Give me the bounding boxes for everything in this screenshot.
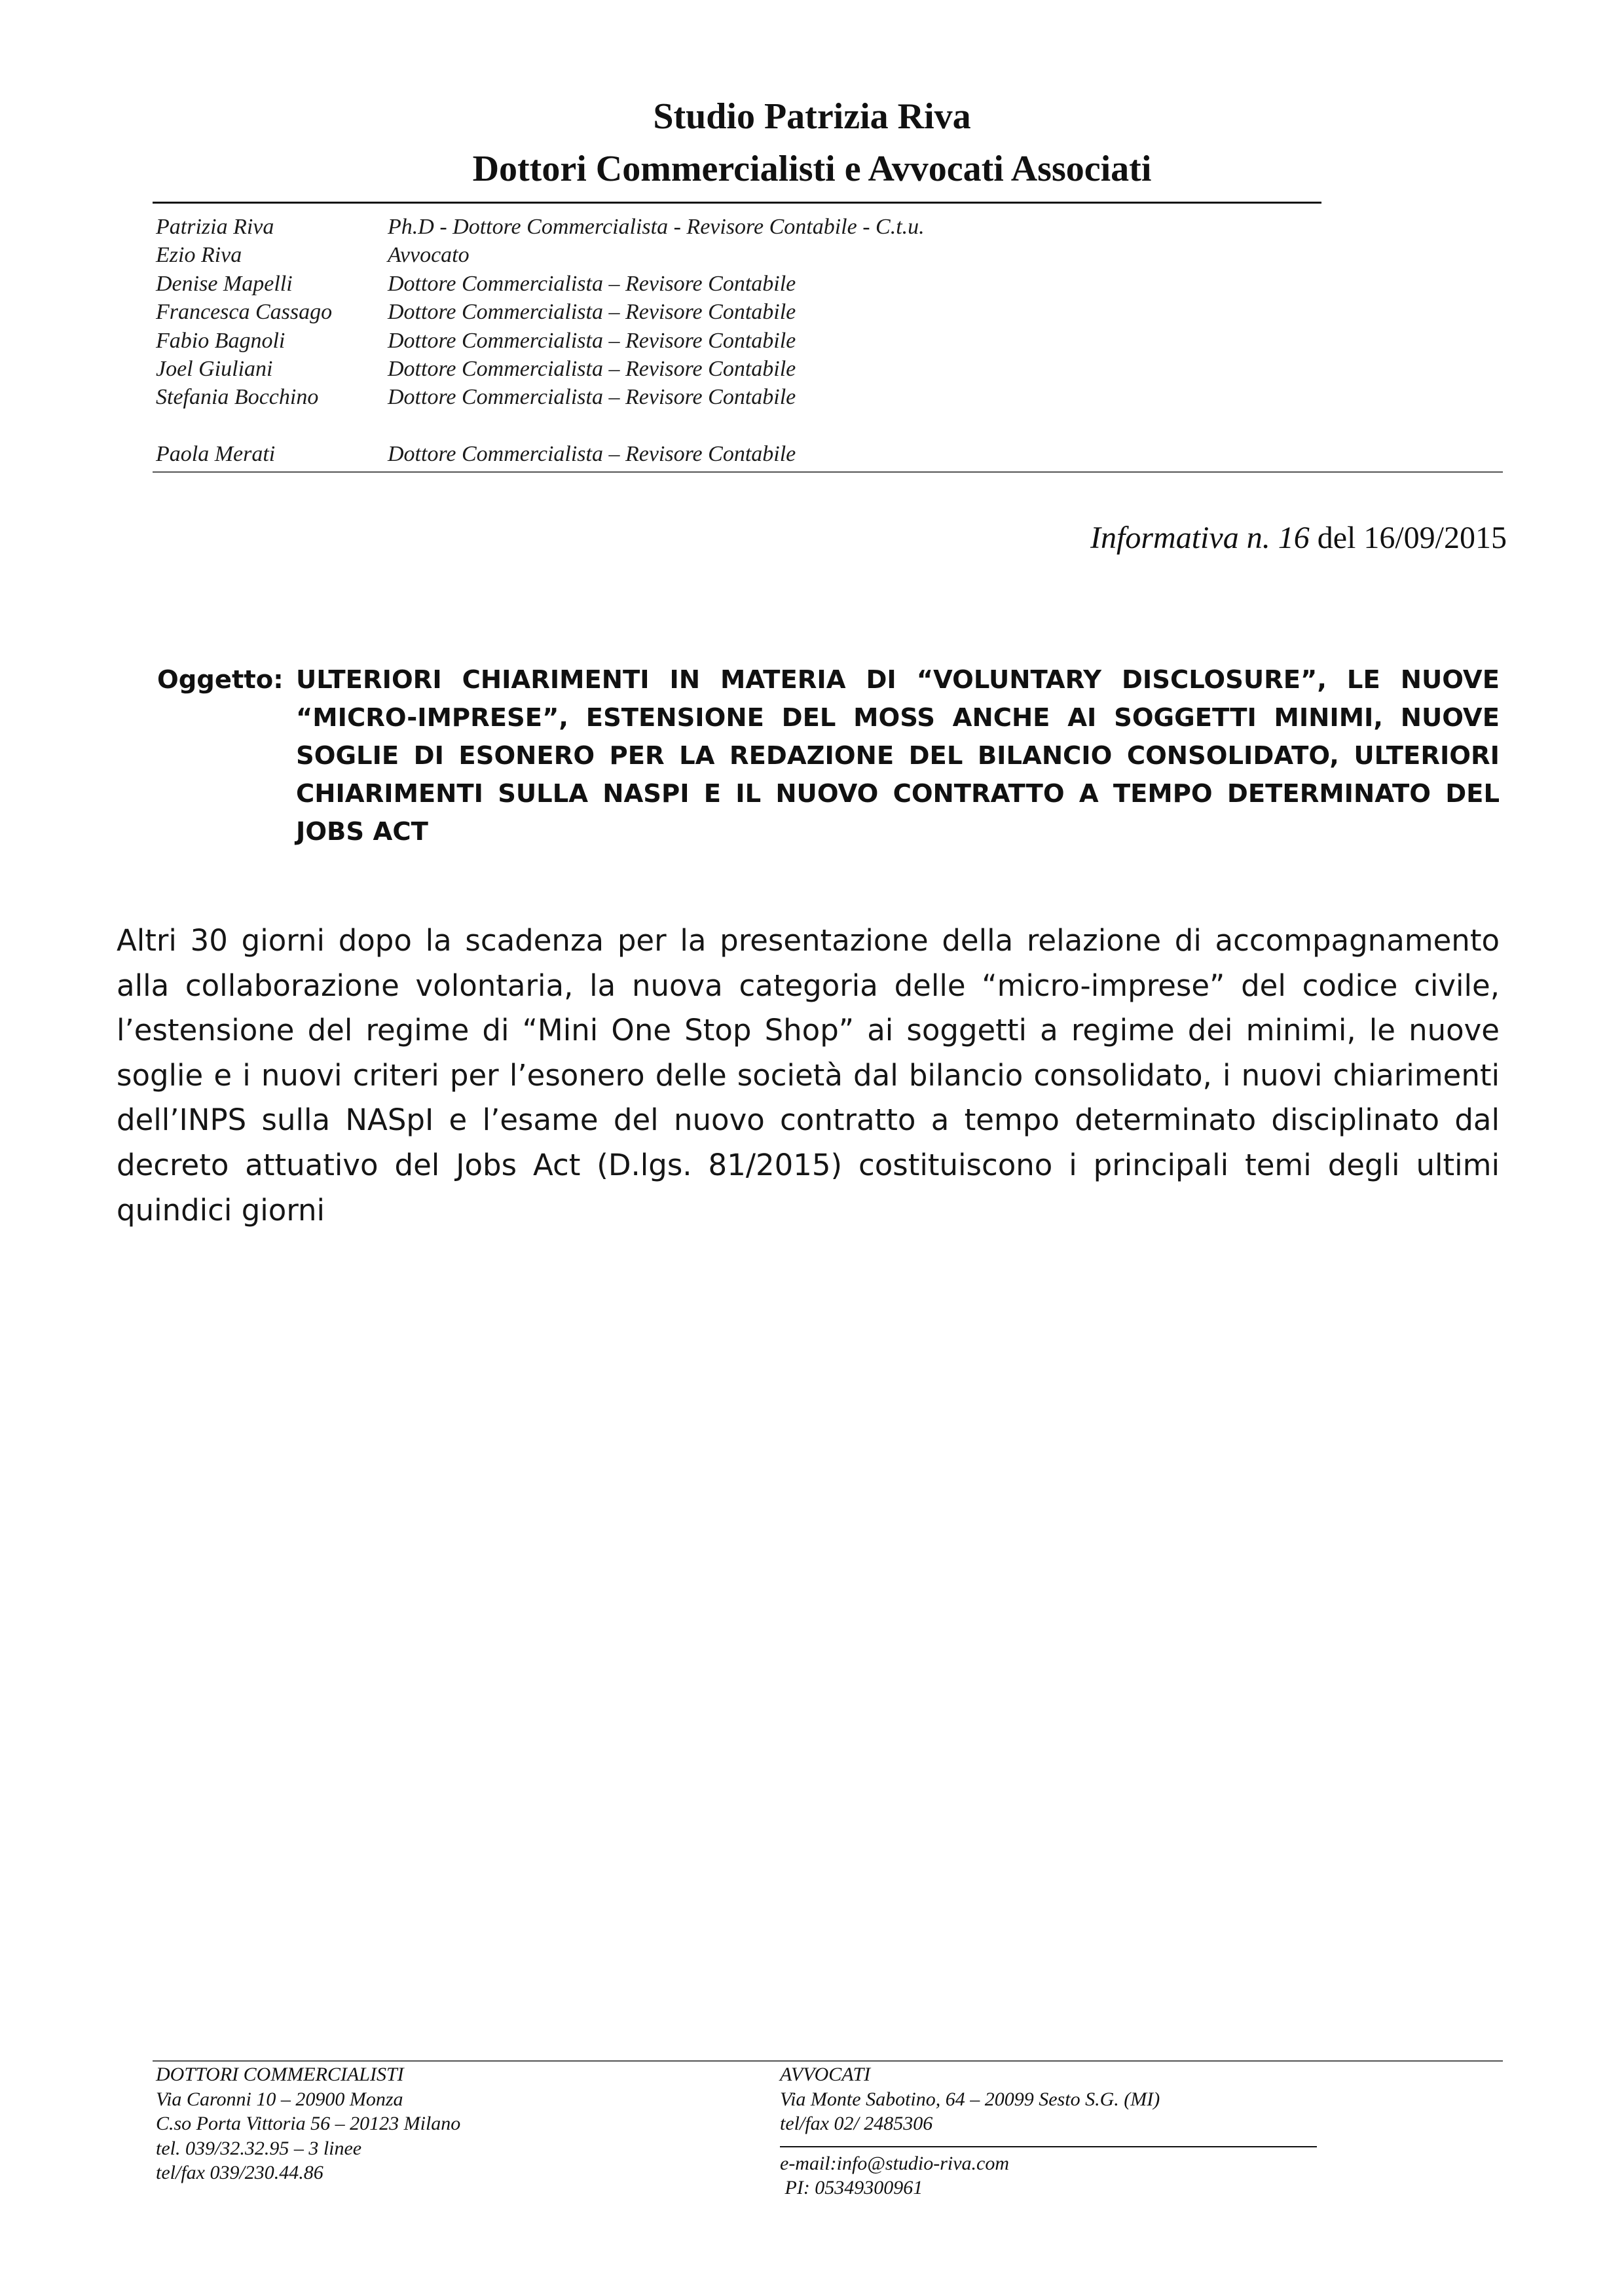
footer-lawyers — [780, 2062, 1317, 2200]
staff-name: Denise Mapelli — [156, 271, 293, 296]
informativa-date: del 16/09/2015 — [1317, 520, 1507, 555]
footer-short-rule — [780, 2146, 1317, 2147]
staff-row — [156, 241, 925, 269]
staff-row — [156, 327, 925, 355]
staff-row — [156, 270, 925, 298]
footer-lawyers-heading: AVVOCATI — [780, 2064, 871, 2085]
footer-accountants — [156, 2062, 460, 2185]
firm-subtitle: Dottori Commercialisti e Avvocati Associati — [472, 149, 1152, 189]
staff-role: Ph.D - Dottore Commercialista - Revisore Contabile - C.t.u. — [388, 215, 925, 239]
letterhead-title — [0, 90, 1624, 195]
staff-row — [156, 383, 925, 411]
staff-name: Patrizia Riva — [156, 215, 274, 239]
footer-accountants-heading: DOTTORI COMMERCIALISTI — [156, 2064, 404, 2085]
footer-lawyers-fax: tel/fax 02/ 2485306 — [780, 2113, 933, 2134]
staff-name: Fabio Bagnoli — [156, 328, 286, 353]
staff-role: Dottore Commercialista – Revisore Contabile — [388, 328, 796, 353]
staff-role: Dottore Commercialista – Revisore Contabile — [388, 385, 796, 410]
staff-name: Francesca Cassago — [156, 300, 333, 325]
staff-row — [156, 355, 925, 383]
footer-address-sesto: Via Monte Sabotino, 64 – 20099 Sesto S.G. (MI) — [780, 2088, 1160, 2110]
footer-fax: tel/fax 039/230.44.86 — [156, 2162, 323, 2183]
staff-name: Paola Merati — [156, 441, 276, 466]
subject-text: ULTERIORI CHIARIMENTI IN MATERIA DI “VOLUNTARY DISCLOSURE”, LE NUOVE “MICRO-IMPRESE”, ESTENSIONE DEL MOSS ANCHE AI SOGGETTI MINIMI, NUOVE SOGLIE DI ESONERO PER LA REDAZIONE DEL BILANCIO CONSOLIDATO, ULTERIORI CHIARIMENTI SULLA NASPI E IL NUOVO CONTRATTO A TEMPO DETERMINATO DEL JOBS ACT — [296, 665, 1500, 847]
subject-label: Oggetto: — [157, 665, 284, 695]
footer-address-monza: Via Caronni 10 – 20900 Monza — [156, 2088, 403, 2110]
informativa-reference — [1090, 519, 1507, 558]
staff-role: Dottore Commercialista – Revisore Contabile — [388, 271, 796, 296]
footer-rule — [153, 2060, 1503, 2062]
staff-name: Joel Giuliani — [156, 357, 273, 382]
staff-row — [156, 298, 925, 326]
staff-list — [156, 213, 925, 468]
staff-name: Stefania Bocchino — [156, 385, 319, 410]
staff-name: Ezio Riva — [156, 243, 242, 268]
firm-name: Studio Patrizia Riva — [653, 96, 971, 137]
header-rule — [153, 202, 1321, 204]
body-paragraph: Altri 30 giorni dopo la scadenza per la presentazione della relazione di accompagnamento alla collaborazione volontaria, la nuova categoria delle “micro-imprese” del codice civile, l’estensione del regime di “Mini One Stop Shop” ai soggetti a regime dei minimi, le nuove soglie e i nuovi criteri per l’esonero delle società dal bilancio consolidato, i nuovi chiarimenti dell’INPS sulla NASpI e l’esame del nuovo contratto a tempo determinato disciplinato dal decreto attuativo del Jobs Act (D.lgs. 81/2015) costituiscono i principali temi degli ultimi quindici giorni — [117, 923, 1500, 1228]
informativa-number: Informativa n. 16 — [1090, 520, 1310, 555]
staff-row — [156, 440, 925, 468]
staff-role: Dottore Commercialista – Revisore Contabile — [388, 441, 796, 466]
subject-block — [157, 661, 1500, 851]
staff-role: Dottore Commercialista – Revisore Contabile — [388, 300, 796, 325]
staff-spacer — [156, 412, 925, 440]
staff-rule — [153, 471, 1503, 473]
footer-phone: tel. 039/32.32.95 – 3 linee — [156, 2137, 362, 2159]
staff-role: Dottore Commercialista – Revisore Contabile — [388, 357, 796, 382]
footer-address-milano: C.so Porta Vittoria 56 – 20123 Milano — [156, 2113, 461, 2134]
footer-email: e-mail:info@studio-riva.com — [780, 2152, 1010, 2174]
footer-vat: PI: 05349300961 — [780, 2177, 923, 2198]
staff-row — [156, 213, 925, 241]
staff-role: Avvocato — [388, 243, 470, 268]
